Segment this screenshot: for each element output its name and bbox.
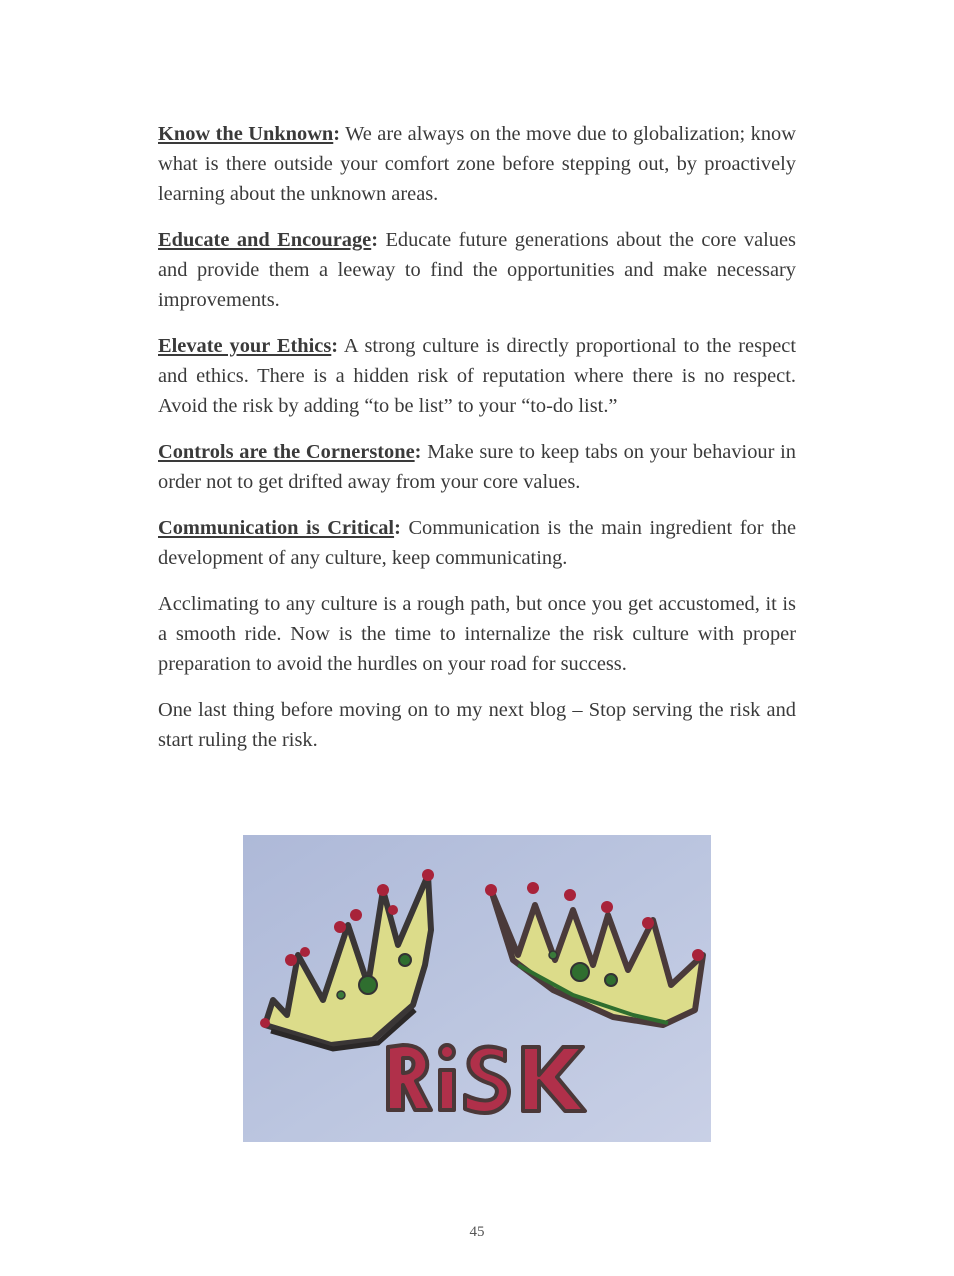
page-number: 45 xyxy=(469,1224,485,1240)
risk-crowns-drawing xyxy=(243,835,711,1142)
paragraph-acclimating: Acclimating to any culture is a rough path, but once you get accustomed, it is a smooth ride. Now is the time to internalize the risk culture with proper preparation to avoid the hurdles on your road for success. xyxy=(158,593,796,675)
risk-lettering xyxy=(388,1045,585,1113)
paragraph-text: Educate future generations about the core values and provide them a leeway to find the opportunities and make necessary improvements. xyxy=(158,229,796,311)
paragraph-text: Communication is the main ingredient for the development of any culture, keep communicating. xyxy=(158,517,797,569)
page-body xyxy=(158,119,796,755)
term-colon: : xyxy=(371,229,378,251)
paragraph-know-the-unknown xyxy=(158,119,796,209)
paragraph-text: A strong culture is directly proportional to the respect and ethics. There is a hidden risk of reputation where there is no respect. Avoid the risk by adding “to be list” to your “to-do list.” xyxy=(158,335,796,417)
paragraph-educate-and-encourage xyxy=(158,225,796,315)
term-colon: : xyxy=(414,441,422,463)
term-heading: Educate and Encourage xyxy=(158,229,372,251)
term-heading: Know the Unknown xyxy=(158,123,334,145)
paragraph-communication-critical xyxy=(158,513,796,573)
paragraph-text: Make sure to keep tabs on your behaviour in order not to get drifted away from your core values. xyxy=(158,441,797,493)
paragraph-one-last-thing: One last thing before moving on to my next blog – Stop serving the risk and start ruling the risk. xyxy=(158,699,796,751)
paragraph-controls-cornerstone xyxy=(158,437,796,497)
term-heading: Communication is Critical xyxy=(158,517,395,539)
term-colon: : xyxy=(394,517,401,539)
term-colon: : xyxy=(333,123,341,145)
crowns-illustration xyxy=(243,835,711,1142)
term-heading: Controls are the Cornerstone xyxy=(158,441,415,463)
term-colon: : xyxy=(331,335,339,357)
term-heading: Elevate your Ethics xyxy=(158,335,332,357)
paragraph-text: We are always on the move due to globalization; know what is there outside your comfort zone before stepping out, by proactively learning about the unknown areas. xyxy=(158,123,796,205)
paragraph-elevate-your-ethics xyxy=(158,331,796,421)
